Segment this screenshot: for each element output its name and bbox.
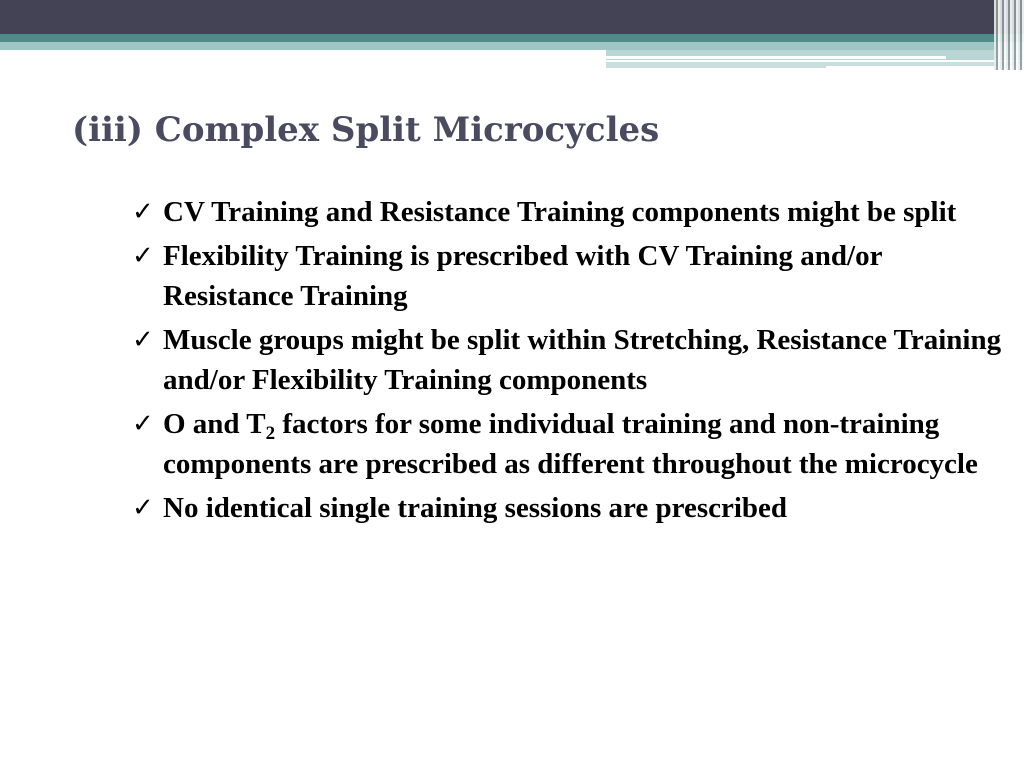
header-band-teal	[0, 34, 1024, 42]
bullet-text: Flexibility Training is prescribed with CV Training and/or Resistance Training	[163, 240, 882, 312]
check-mark-icon: ✓	[132, 409, 154, 439]
bullet-item	[132, 192, 1002, 232]
bullet-item	[132, 488, 1002, 528]
bullet-text-after: factors for some individual training and non-training components are prescribed as different throughout the microcycle	[163, 408, 978, 480]
bullet-subscript: 2	[265, 423, 276, 444]
header-edge-stripes	[994, 0, 1024, 70]
bullet-text-before: O and T	[163, 408, 266, 440]
bullet-list	[132, 192, 1002, 532]
header-band-divider	[606, 56, 946, 59]
bullet-text: No identical single training sessions are prescribed	[163, 492, 788, 524]
check-mark-icon: ✓	[132, 197, 154, 227]
check-mark-icon: ✓	[132, 493, 154, 523]
bullet-item	[132, 320, 1002, 400]
header-band-light	[0, 42, 1024, 50]
check-mark-icon: ✓	[132, 325, 154, 355]
header-band-light-accent	[606, 62, 826, 68]
bullet-text: Muscle groups might be split within Stretching, Resistance Training and/or Flexibility Training components	[163, 324, 1002, 396]
header-band-dark	[0, 0, 1024, 34]
bullet-item	[132, 404, 1002, 484]
slide-title: (iii) Complex Split Microcycles	[72, 110, 660, 150]
check-mark-icon: ✓	[132, 241, 154, 271]
bullet-text: CV Training and Resistance Training components might be split	[163, 196, 957, 228]
bullet-item	[132, 236, 1002, 316]
